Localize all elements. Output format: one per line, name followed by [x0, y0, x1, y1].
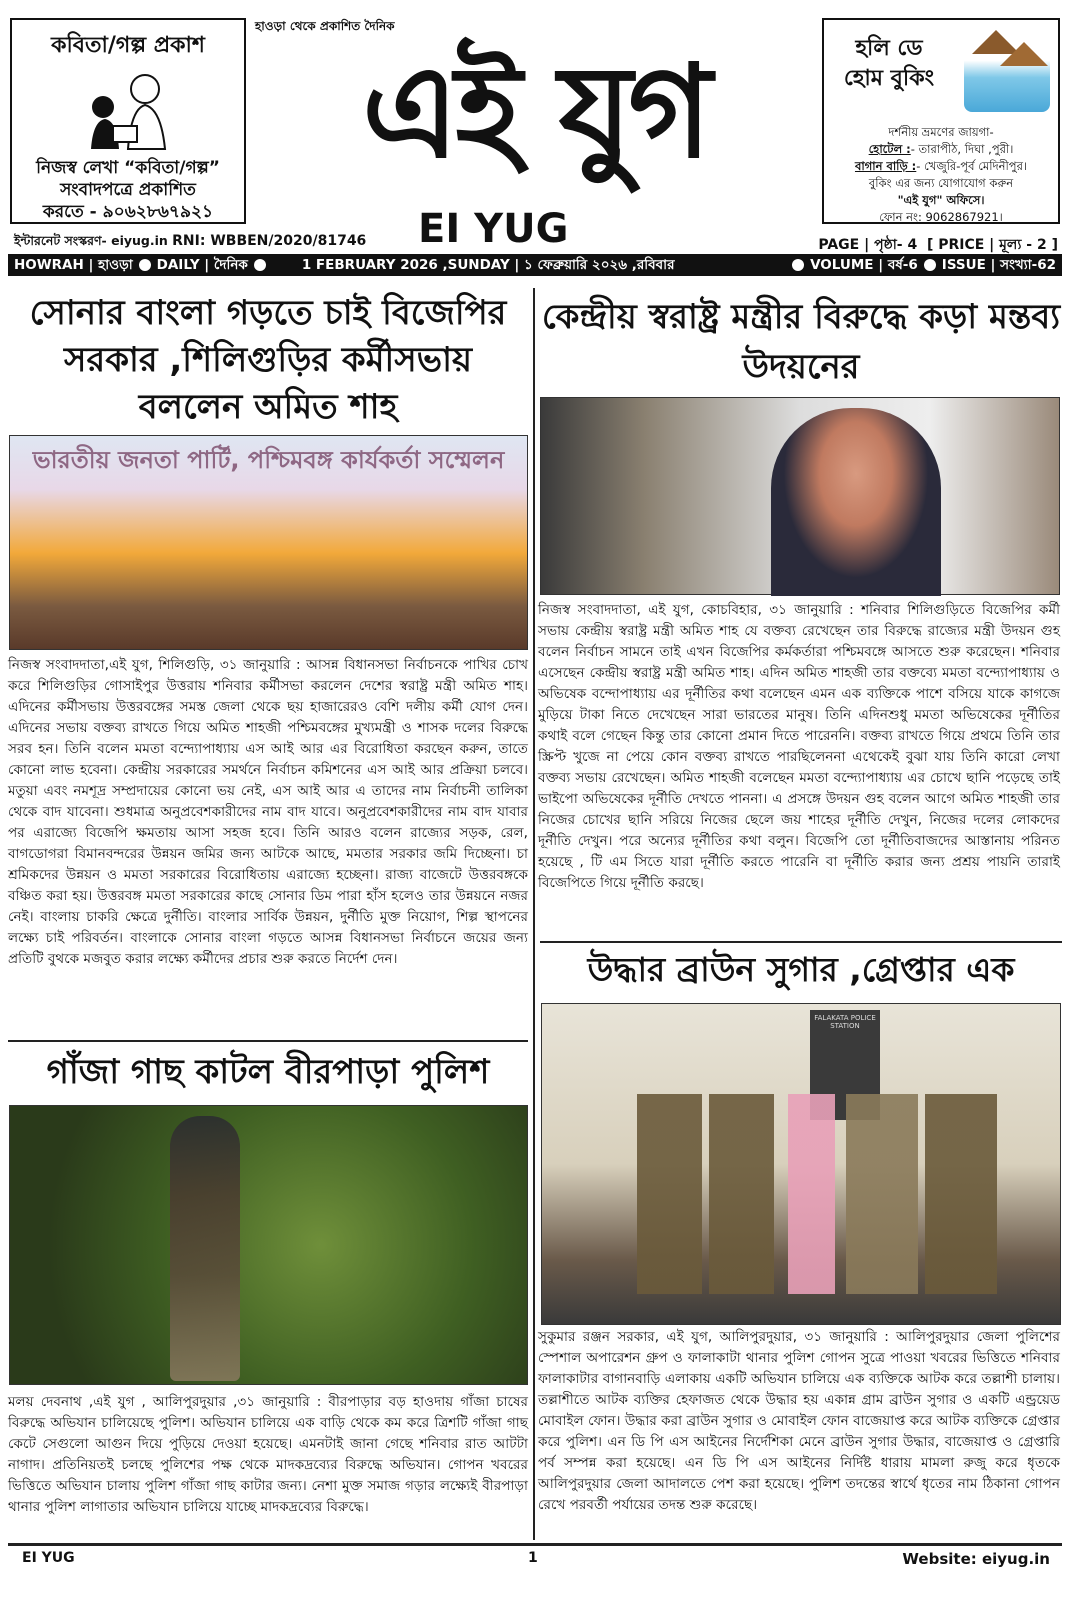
footer-website: Website: eiyug.in	[902, 1550, 1050, 1568]
bullet-icon	[139, 259, 151, 271]
ad-phone: ফোন নং: 9062867921।	[879, 210, 1003, 224]
footer-brand: EI YUG	[22, 1550, 75, 1566]
garden-location: - খেজুরি-পূর্ব মেদিনীপুর।	[916, 159, 1028, 173]
website-text: ইন্টারনেট সংস্করণ- eiyug.in	[14, 233, 168, 248]
dateline-bar	[8, 254, 1062, 276]
newspaper-logo: এই যুগ	[361, 38, 709, 187]
ad-title: কবিতা/গল্প প্রকাশ	[51, 33, 205, 58]
holiday-hut-icon	[964, 26, 1050, 112]
ad-line: সংবাদপত্রে প্রকাশিত	[60, 180, 196, 200]
ad-line: দর্শনীয় ভ্রমণের জায়গা-	[888, 125, 994, 139]
internet-edition	[14, 233, 366, 253]
ad-line: করতে - ৯০৬২৮৬৭৯২১	[42, 202, 214, 222]
article-body: নিজস্ব সংবাদদাতা, এই যুগ, কোচবিহার, ৩১ জানুয়ারি : শনিবার শিলিগুড়িতে বিজেপির কর্মী সভায় কেন্দ্রীয় স্বরাষ্ট্র মন্ত্রী অমিত শাহ যে বক্তব্য রেখেছেন তার বিরুদ্ধে রাজ্যের মন্ত্রী উদয়ন গুহ বলেন নির্বাচন সামনে তাই এখন বিজেপির কর্মকর্তারা পশ্চিমবঙ্গে আসতে শুরু করেছেন। শনিবার এসেছেন কেন্দ্রীয় স্বরাষ্ট্র মন্ত্রী অমিত শাহ। এদিন অমিত শাহজী তার বক্তব্যে মমতা বন্দ্যোপাধ্যায় ও অভিষেক বন্দোপাধ্যায় এর দূর্নীতির কথা বলেছেন এমন এক ব্যক্তিকে পাশে বসিয়ে যাকে কাগজে মুড়িয়ে টাকা নিতে দেখেছেন সারা ভারতের মানুষ। তিনি এদিনশুধু মমতা অভিষেকের দূর্নীতির কথাই বলে গেছেন কিন্তু তার কোনো প্রমান দিতে পারেননি। বক্তব্য রাখতে গিয়ে প্রথমে তিনি তার স্ক্রিপ্ট খুজে না পেয়ে কোন বক্তব্য রাখতে পারছিলেননা এথেকেই বুঝা যায় তিনি কারো লেখা বক্তব্য সভায় রেখেছেন। অমিত শাহজী বলেছেন মমতা বন্দ্যোপাধ্যায় এর চোখে ছানি পড়েছে তাই ভাইপো অভিষেকের দূর্নীতি দেখতে পাননা। এ প্রসঙ্গে উদয়ন গুহ বলেন আগে অমিত শাহজী তার নিজের চোখের ছানি সরিয়ে নিজের ছেলে জয় শাহের দূর্নীতি দেখুন, নিজের দলের লোকদের দূর্নীতি দেখুন। পরে অন্যের দূর্নীতির কথা বলুন। বিজেপি তো দূর্নীতিবাজদের আস্তানায় পরিনত হয়েছে , টি এম সিতে যারা দূর্নীতি করতে পারেনি বা দূর্নীতি করার জন্য প্রশ্রয় পায়নি তারাই বিজেপিতে গিয়ে দূর্নীতি করছে।	[538, 602, 1060, 891]
bullet-icon	[792, 259, 804, 271]
ad-poetry-publish	[10, 18, 246, 224]
section-divider	[540, 941, 1062, 943]
reading-illustration-icon	[73, 71, 183, 151]
article-body: সুকুমার রঞ্জন সরকার, এই যুগ, আলিপুরদুয়ার, ৩১ জানুয়ারি : আলিপুরদুয়ার জেলা পুলিশের স্পেশাল অপারেশন গ্রুপ ও ফালাকাটা থানার পুলিশ গোপন সুত্রে পাওয়া খবরের ভিত্তিতে শনিবার ফালাকাটার বাগানবাড়ি এলাকায় একটি অভিযান চালিয়ে এক ব্যক্তিকে আটক করে তল্লাশী চালায়। তল্লাশীতে আটক ব্যক্তির হেফাজত থেকে উদ্ধার হয় একান্ন গ্রাম ব্রাউন সুগার ও একটি এন্ড্রয়েড মোবাইল ফোন। উদ্ধার করা ব্রাউন সুগার ও মোবাইল ফোন বাজেয়াপ্ত করে আটক ব্যক্তিকে গ্রেপ্তার করে পুলিশ। এন ডি পি এস আইনের নির্দেশিকা মেনে ব্রাউন সুগার উদ্ধার, বাজেয়াপ্ত ও গ্রেপ্তারি পর্ব সম্পন্ন করা হয়েছে। এন ডি পি এস আইনের নির্দিষ্ট ধারায় মামলা রুজু করে ধৃতকে আলিপুরদুয়ার জেলা আদালতে পেশ করা হয়েছে। পুলিশ তদন্তের স্বার্থে ধৃতের নাম ঠিকানা গোপন রেখে পরবর্তী পর্যায়ের তদন্ত শুরু করেছে।	[538, 1329, 1060, 1513]
officers-group	[637, 1094, 997, 1294]
article-body: নিজস্ব সংবাদদাতা,এই যুগ, শিলিগুড়ি, ৩১ জানুয়ারি : আসন্ন বিধানসভা নির্বাচনকে পাখির চোখ করে শিলিগুড়ির গোসাইপুর উত্তরায় শনিবার কর্মীসভা করলেন দেশের স্বরাষ্ট্র মন্ত্রী অমিত শাহ। এদিনের কর্মীসভায় উত্তরবঙ্গের সমস্ত জেলা থেকে ছয় হাজারেরও বেশি দলীয় কর্মী যোগ দেন। এদিনের সভায় বক্তব্য রাখতে গিয়ে অমিত শাহজী পশ্চিমবঙ্গের মুখ্যমন্ত্রী ও শাসক দলের বিরুদ্ধে সরব হন। তিনি বলেন মমতা বন্দ্যোপাধ্যায় এস আই আর এর বিরোধিতা করছেন করুন, তাতে কোনো লাভ হবেনা। কেন্দ্রীয় সরকারের সমর্থনে নির্বাচন কমিশনের এস আই আর প্রক্রিয়া চলবে। মতুয়া এবং নমশূদ্র সম্প্রদায়ের কোনো ভয় নেই, এস আই আর এ তাদের নাম নির্বাচনী তালিকা থেকে বাদ যাবেনা। শুধমাত্র অনুপ্রবেশকারীদের নাম বাদ যাবে। অনুপ্রবেশকারীদের নাম বাদ যাবার পর এরাজ্যে বিজেপি ক্ষমতায় আসা সহজ হবে। তিনি আরও বলেন রাজ্যের সড়ক, রেল, বাগডোগরা বিমানবন্দরের উন্নয়ন জমির জন্য আটকে আছে, মমতার সরকার জমি দিচ্ছেনা। চা শ্রমিকদের উন্নয়ন ও মমতা সরকারের বিরোধিতায় এরাজ্যে হচ্ছেনা। রাজ্য বাজেটে উত্তরবঙ্গকে বঞ্চিত করা হয়। উত্তরবঙ্গ মমতা সরকারের কাছে সোনার ডিম পারা হাঁস হলেও তার উন্নয়নে নজর নেই। বাংলায় চাকরি ক্ষেত্রে দুর্নীতি। বাংলার সার্বিক উন্নয়ন, দুর্নীতি মুক্ত নিয়োগ, শিল্প স্থাপনের লক্ষ্যে চাই পরিবর্তন। বাংলাকে সোনার বাংলা গড়তে আসন্ন বিধানসভা নির্বাচনে জয়ের জন্য প্রতিটি বুথকে মজবুত করার লক্ষ্যে কর্মীদের প্রচার শুরু করতে নির্দেশ দেন।	[8, 657, 528, 967]
price: [ PRICE | মূল্য - 2 ]	[926, 237, 1058, 253]
page-number: PAGE | পৃষ্ঠা- 4	[818, 237, 918, 253]
frequency: DAILY | দৈনিক	[156, 256, 248, 273]
photo-udayan-guha	[540, 397, 1060, 595]
issue-date: 1 FEBRUARY 2026 ,SUNDAY | ১ ফেব্রুয়ারি ২০২৬ ,রবিবার	[301, 256, 675, 273]
person-figure	[771, 408, 941, 596]
column-divider	[533, 288, 535, 1540]
footer-page-number: 1	[528, 1550, 538, 1566]
headline: উদ্ধার ব্রাউন সুগার ,গ্রেপ্তার এক	[587, 950, 1015, 989]
ad-title: হলি ডে	[855, 36, 923, 61]
police-station-board: FALAKATA POLICE STATION	[810, 1010, 880, 1120]
ad-line: নিজস্ব লেখা “কবিতা/গল্প”	[36, 158, 220, 178]
volume: VOLUME | বর্ষ-6	[810, 256, 918, 273]
photo-rally-stage	[9, 435, 528, 650]
garden-label: বাগান বাড়ি :	[854, 159, 917, 173]
ad-holiday-home	[822, 18, 1060, 224]
ad-line: বুকিং এর জন্য যোগাযোগ করুন	[868, 176, 1014, 190]
bullet-icon	[254, 259, 266, 271]
headline: গাঁজা গাছ কাটল বীরপাড়া পুলিশ	[46, 1052, 490, 1092]
rni-number: RNI: WBBEN/2020/81746	[172, 233, 367, 249]
headline: সোনার বাংলা গড়তে চাই বিজেপির সরকার ,শিলিগুড়ির কর্মীসভায় বললেন অমিত শাহ	[29, 293, 507, 427]
footer-rule	[8, 1543, 1062, 1546]
article-body: মলয় দেবনাথ ,এই যুগ , আলিপুরদুয়ার ,৩১ জানুয়ারি : বীরপাড়ার বড় হাওদায় গাঁজা চাষের বিরুদ্ধে অভিযান চালিয়েছে পুলিশ। অভিযান চালিয়ে এক বাড়ি থেকে কম করে ত্রিশটি গাঁজা গাছ কেটে সেগুলো আগুন দিয়ে পুড়িয়ে দেওয়া হয়েছে। এমনটাই জানা গেছে শনিবার রাত আটটা নাগাদ। প্রতিনিয়তই চলছে পুলিশের পক্ষ থেকে মাদকদ্রব্যের বিরুদ্ধে অভিযান। গোপন খবরের ভিত্তিতে অভিযান চালায় পুলিশ গাঁজা গাছ কাটার জন্য। নেশা মুক্ত সমাজ গড়ার লক্ষ্যেই বীরপাড়া থানার পুলিশ লাগাতার অভিযান চালিয়ে যাচ্ছে মাদকদ্রব্যের বিরুদ্ধে।	[8, 1394, 528, 1515]
photo-arrest-police-station	[541, 1003, 1061, 1325]
ad-title: হোম বুকিং	[843, 66, 935, 91]
tagline: হাওড়া থেকে প্রকাশিত দৈনিক	[255, 19, 395, 33]
photo-banner-text: ভারতীয় জনতা পার্টি, পশ্চিমবঙ্গ কার্যকর্তা সম্মেলন	[32, 446, 505, 474]
bullet-icon	[924, 259, 936, 271]
police-officer-figure	[170, 1116, 240, 1381]
hotel-list: - তারাপীঠ, দিঘা ,পুরী।	[910, 142, 1014, 156]
photo-cannabis-plants	[9, 1105, 528, 1385]
newspaper-logo-en: EI YUG	[418, 206, 569, 252]
headline: কেন্দ্রীয় স্বরাষ্ট্র মন্ত্রীর বিরুদ্ধে কড়া মন্তব্য উদয়নের	[541, 297, 1061, 387]
ad-line: "এই যুগ" অফিসে।	[897, 193, 985, 207]
city: HOWRAH | হাওড়া	[14, 256, 133, 273]
article-amit-shah	[8, 290, 528, 431]
issue-number: ISSUE | সংখ্যা-62	[941, 256, 1056, 273]
hotel-label: হোটেল :	[868, 142, 911, 156]
section-divider	[8, 1040, 528, 1042]
